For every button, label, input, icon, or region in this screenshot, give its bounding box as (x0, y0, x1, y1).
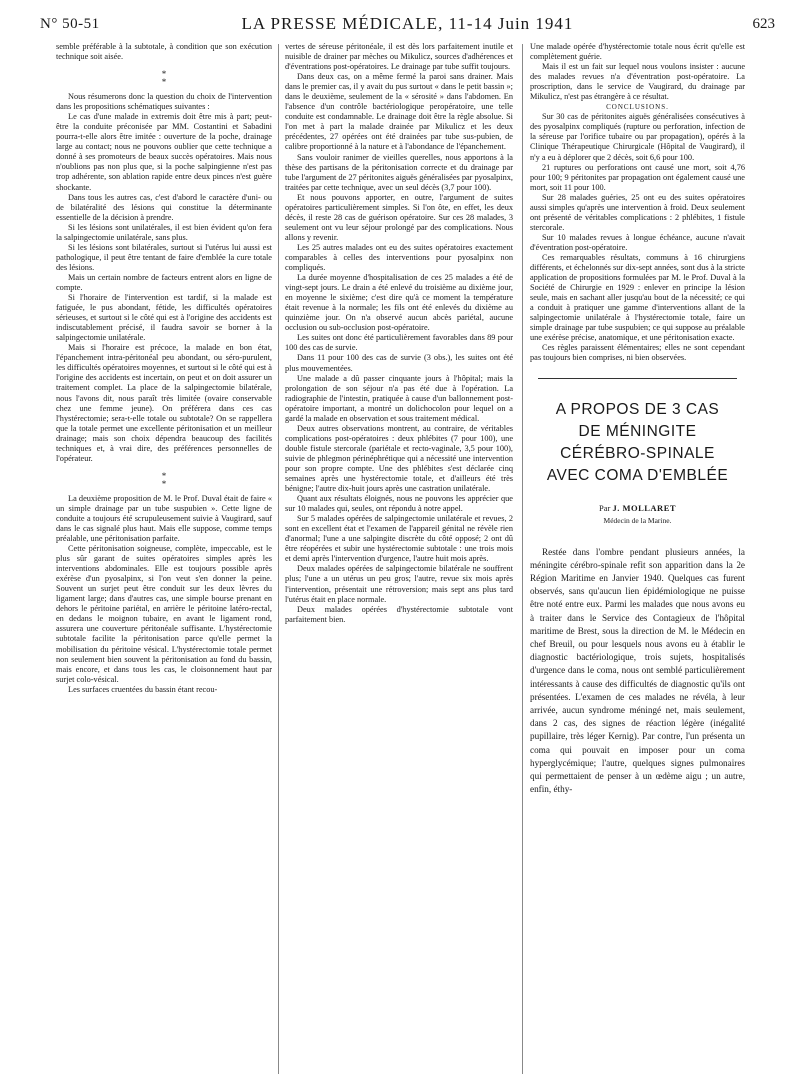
author-affiliation: Médecin de la Marine. (603, 515, 672, 525)
paragraph: Dans 11 pour 100 des cas de survie (3 obs.), les suites ont été plus mouvementées. (285, 353, 513, 373)
paragraph: Une malade a dû passer cinquante jours à l'hôpital; mais la prolongation de son séjour n'a pas été due à l'opération. La radiographie de l'intestin, pratiquée à cause d'un ballonnement post-opératoire important, a montré un dolichocolon pour lequel on a gardé la malade en observation et sous traitement médical. (285, 373, 513, 423)
paragraph: Deux malades opérées de salpingectomie bilatérale ne souffrent plus; l'une a un utérus un peu gros; l'autre, revue six mois après l'intervention, présentait une rétroversion; mais sept ans plus tard l'utérus était en place normale. (285, 564, 513, 604)
paragraph: Si l'horaire de l'intervention est tardif, si la malade est fatiguée, le pus abondant, fétide, les difficultés opératoires sérieuses, et surtout si le côté qui est à l'origine des accidents est indiscutablement précisé, il faudra savoir se borner à la salpingectomie unilatérale. (56, 293, 272, 343)
paragraph: Le cas d'une malade in extremis doit être mis à part; peut-être la conduite préconisée par MM. Costantini et Sabadini pourra-t-elle alors être imitée : ouverture de la poche, drainage large au contact; nous ne pouvons oublier que cette technique a donné à ses promoteurs de beaux succès opératoires. Mais nous n'oublions pas non plus que, si la poche salpingienne n'est pas trop adhérente, son ablation rapide entre deux pinces n'est guère shockante. (56, 112, 272, 192)
paragraph: Mais si l'horaire est précoce, la malade en bon état, l'épanchement intra-péritonéal peu abondant, ou séro-purulent, les difficultés opératoires moyennes, et surtout si le côté qui est à l'origine des accidents est incertain, on peut et on doit assurer un traitement complet. La place de la salpingectomie bilatérale, nous l'avons dit, nous paraît très limitée (ovaire conservable chez une femme jeune). On préférera dans ces cas l'hystérectomie; sera-t-elle totale ou subtotale? On se rappellera que la totale permet une excellente péritonisation et un meilleur drainage; mais son choix dépendra beaucoup des facilités techniques et, à vrai dire, des préférences personnelles de l'opérateur. (56, 343, 272, 463)
paragraph: Dans deux cas, on a même fermé la paroi sans drainer. Mais dans le premier cas, il y avait du pus surtout « dans le petit bassin »; dans le deuxième, seulement de la « sérosité » dans l'abdomen. En l'absence d'un contrôle bactériologique peropératoire, une telle conduite est condamnable. Le drainage doit être la règle absolue. Si l'on met à part la malade drainée par Mikulicz et les deux précédentes, 27 opérées ont été drainées par tube sus-pubien, de calibre proportionné à la nature et à l'abondance de l'épanchement. (285, 72, 513, 152)
article-separator (538, 378, 737, 379)
issue-number: N° 50-51 (40, 16, 100, 32)
paragraph: semble préférable à la subtotale, à condition que son exécution technique soit aisée. (56, 42, 272, 62)
paragraph: Deux autres observations montrent, au contraire, de véritables complications post-opératoires : deux phlébites (7 pour 100), une double fistule stercorale (pariétale et recto-vaginale, 3,5 pour 100), suivie de phlegmon périnéphrétique qui a nécessité une intervention pour son propre compte. Une des phlébites s'est déclarée cinq semaines après une hystérectomie totale, et d'ailleurs été très bénigne; l'autre dix-huit jours après une castration unilatérale. (285, 423, 513, 494)
paragraph: Les 25 autres malades ont eu des suites opératoires exactement comparables à celles des interventions pour pyosalpinx non compliqués. (285, 242, 513, 273)
paragraph: Cette péritonisation soigneuse, complète, impeccable, est le plus sûr garant de suites opératoires simples après les interventions abdominales. Elle est toujours possible après exérèse d'un pyosalpinx, si l'on veut s'en donner la peine. Souvent un surjet peut être conduit sur les deux lèvres du ligament large; dans d'autres cas, une simple bourse prenant en dehors le péritoine pariétal, en arrière le péritoine latéro-rectal, en dedans le moignon tubaire, en avant le ligament rond, assurera une couverture péritonéale suffisante. L'hystérectomie subtotale facilite la péritonisation parce qu'elle permet la mobilisation du péritoine vésical. L'hystérectomie totale permet non seulement bien souvent la péritonisation au fond du bassin, mais encore, et dans tous les cas, le cloisonnement haut par surjet colo-vésical. (56, 544, 272, 684)
paragraph: Deux malades opérées d'hystérectomie subtotale vont parfaitement bien. (285, 604, 513, 624)
column-middle (285, 42, 513, 625)
paragraph: Dans tous les autres cas, c'est d'abord le caractère d'uni- ou de bilatéralité des lésions qui constitue la déterminante essentielle de la décision à prendre. (56, 192, 272, 222)
paragraph: Nous résumerons donc la question du choix de l'intervention dans les propositions schématiques suivantes : (56, 92, 272, 112)
journal-title: LA PRESSE MÉDICALE, 11-14 Juin 1941 (241, 14, 574, 33)
column-divider (278, 44, 279, 1074)
section-ornament: * * (161, 69, 167, 88)
paragraph: Les surfaces cruentées du bassin étant recou- (68, 684, 218, 694)
paragraph: Une malade opérée d'hystérectomie totale nous écrit qu'elle est complètement guérie. (530, 42, 745, 62)
paragraph: vertes de séreuse péritonéale, il est dès lors parfaitement inutile et nuisible de drainer par mèches ou Mikulicz, sources d'adhérences et d'éventrations post-opératoires. Le drainage par tube suffit toujours. (285, 42, 513, 72)
paragraph: Sur 10 malades revues à longue échéance, aucune n'avait d'éventration post-opératoire. (530, 232, 745, 252)
section-ornament: * * (161, 470, 167, 489)
article-lead (530, 546, 745, 797)
article-author: Par J. MOLLARET (598, 502, 677, 513)
paragraph: Restée dans l'ombre pendant plusieurs années, la méningite cérébro-spinale refit son apparition dans la 2e Région Maritime en Janvier 1940. Quelques cas furent observés, sans qu'aucun lien épidémiologique ne puisse être noté entre eux. Parmi les malades que nous avons eu à traiter dans le Service des Contagieux de l'hôpital maritime de Brest, sous la direction de M. le Médecin en chef Breuil, ou pour lesquels nous avons eu à établir le diagnostic bactériologique, trois sujets, hospitalisés d'urgence dans le coma, nous ont semblé particulièrement intéressants à cause des difficultés de diagnostic qu'ils ont présentées. L'examen de ces malades ne révéla, à leur arrivée, aucun syndrome méningé net, mais seulement, dans 2 cas, des signes de réaction légère (inégalité pupillaire, très léger Kernig). Par contre, l'un présenta un coma qui pouvait en imposer pour un coma hyperglycémique; l'autre, quelques signes pulmonaires qui permettaient de penser à un œdème aigu ; un autre, enfin, éthy- (530, 546, 745, 795)
paragraph: Sur 5 malades opérées de salpingectomie unilatérale et revues, 2 sont en excellent état et l'examen de l'appareil génital ne révèle rien d'anormal; l'une a une salpingite discrète du côté opposé; 2 ont dû être réopérées et subir une hystérectomie subtotale : une trois mois et demi après l'intervention d'urgence, l'autre huit mois après. (285, 514, 513, 564)
paragraph: Les suites ont donc été particulièrement favorables dans 89 pour 100 des cas de survie. (285, 333, 513, 353)
paragraph: Si les lésions sont unilatérales, il est bien évident qu'on fera la salpingectomie unilatérale, sans plus. (56, 222, 272, 242)
paragraph: Ces règles paraissent élémentaires; elles ne sont cependant pas toujours bien comprises, ni bien observées. (530, 343, 745, 363)
column-divider (522, 44, 523, 1074)
conclusions-heading: CONCLUSIONS. (606, 103, 669, 112)
paragraph: Quant aux résultats éloignés, nous ne pouvons les apprécier que sur 10 malades qui, seules, ont répondu à notre appel. (285, 494, 513, 514)
paragraph: Et nous pouvons apporter, en outre, l'argument de suites opératoires particulièrement simples. Si l'on ôte, en effet, les deux décès, il reste 28 cas de guérison opératoire. Sur ces 28 malades, 3 seulement ont vu leur séjour prolongé par des complications. Nous allons y revenir. (285, 192, 513, 242)
paragraph: Sur 30 cas de péritonites aiguës généralisées consécutives à des pyosalpinx compliqués (rupture ou perforation, infection de la séreuse par l'orifice tubaire ou par propagation), opérés à la Clinique Thérapeutique Chirurgicale (Hôpital de Vaugirard), il n'y a eu à déplorer que 2 décès, soit 6,6 pour 100. (530, 112, 745, 162)
paragraph: Sans vouloir ranimer de vieilles querelles, nous apportons à la thèse des partisans de la péritonisation correcte et du drainage par tube l'argument de 27 péritonites aiguës généralisées par pyosalpinx, traitées par cette technique, avec un seul décès (3,7 pour 100). (285, 152, 513, 192)
paragraph: Ces remarquables résultats, communs à 16 chirurgiens différents, et échelonnés sur dix-sept années, sont dus à la stricte application de propositions formulées par M. le Prof. Duval à la Société de Chirurgie en 1929 : enlever en principe la lésion seule, mais en sachant aller jusqu'au bout de la nécessité; ce qui a conduit à pratiquer une gamme d'interventions allant de la salpingectomie unilatérale à l'hystérectomie totale, faire un simple drainage par tube suspubien; ce qui suppose au préalable une exérèse précise, anatomique, et une péritonisation exacte. (530, 252, 745, 343)
paragraph: Sur 28 malades guéries, 25 ont eu des suites opératoires aussi simples qu'après une intervention à froid. Deux seulement ont présenté de véritables complications : 2 phlébites, 1 fistule stercorale. (530, 192, 745, 232)
article-title: A PROPOS DE 3 CAS DE MÉNINGITE CÉRÉBRO-SPINALE AVEC COMA D'EMBLÉE (546, 400, 729, 484)
column-left (56, 42, 272, 695)
paragraph: Si les lésions sont bilatérales, surtout si l'utérus lui aussi est pathologique, il peut être tentant de faire d'emblée la cure totale des lésions. (56, 242, 272, 272)
paragraph: La durée moyenne d'hospitalisation de ces 25 malades a été de vingt-sept jours. Le drain a été enlevé du troisième au dixième jour, en moyenne le sixième; c'est dire qu'à ce moment la température était revenue à la normale; les fils ont été enlevés du dixième au quinzième jour. On n'a observé aucun abcès pariétal, aucune occlusion ou sub-occlusion post-opératoire. (285, 273, 513, 333)
paragraph: 21 ruptures ou perforations ont causé une mort, soit 4,76 pour 100; 9 péritonites par propagation ont également causé une mort, soit 11 pour 100. (530, 162, 745, 192)
paragraph: Mais il est un fait sur lequel nous voulons insister : aucune des malades revues n'a d'éventration post-opératoire. La proscription, dans le service de Vaugirard, du drainage par Mikulicz, n'est pas étrangère à ce résultat. (530, 62, 745, 102)
column-right (530, 42, 745, 796)
paragraph: Mais un certain nombre de facteurs entrent alors en ligne de compte. (56, 272, 272, 292)
page-header (40, 14, 775, 40)
page-number: 623 (752, 16, 775, 32)
paragraph: La deuxième proposition de M. le Prof. Duval était de faire « un simple drainage par un tube suspubien ». Cette ligne de conduite a toujours été scrupuleusement suivie à Vaugirard, sauf dans le cas signalé plus haut. Mais elle suppose, comme temps préalable, une péritonisation parfaite. (56, 493, 272, 544)
